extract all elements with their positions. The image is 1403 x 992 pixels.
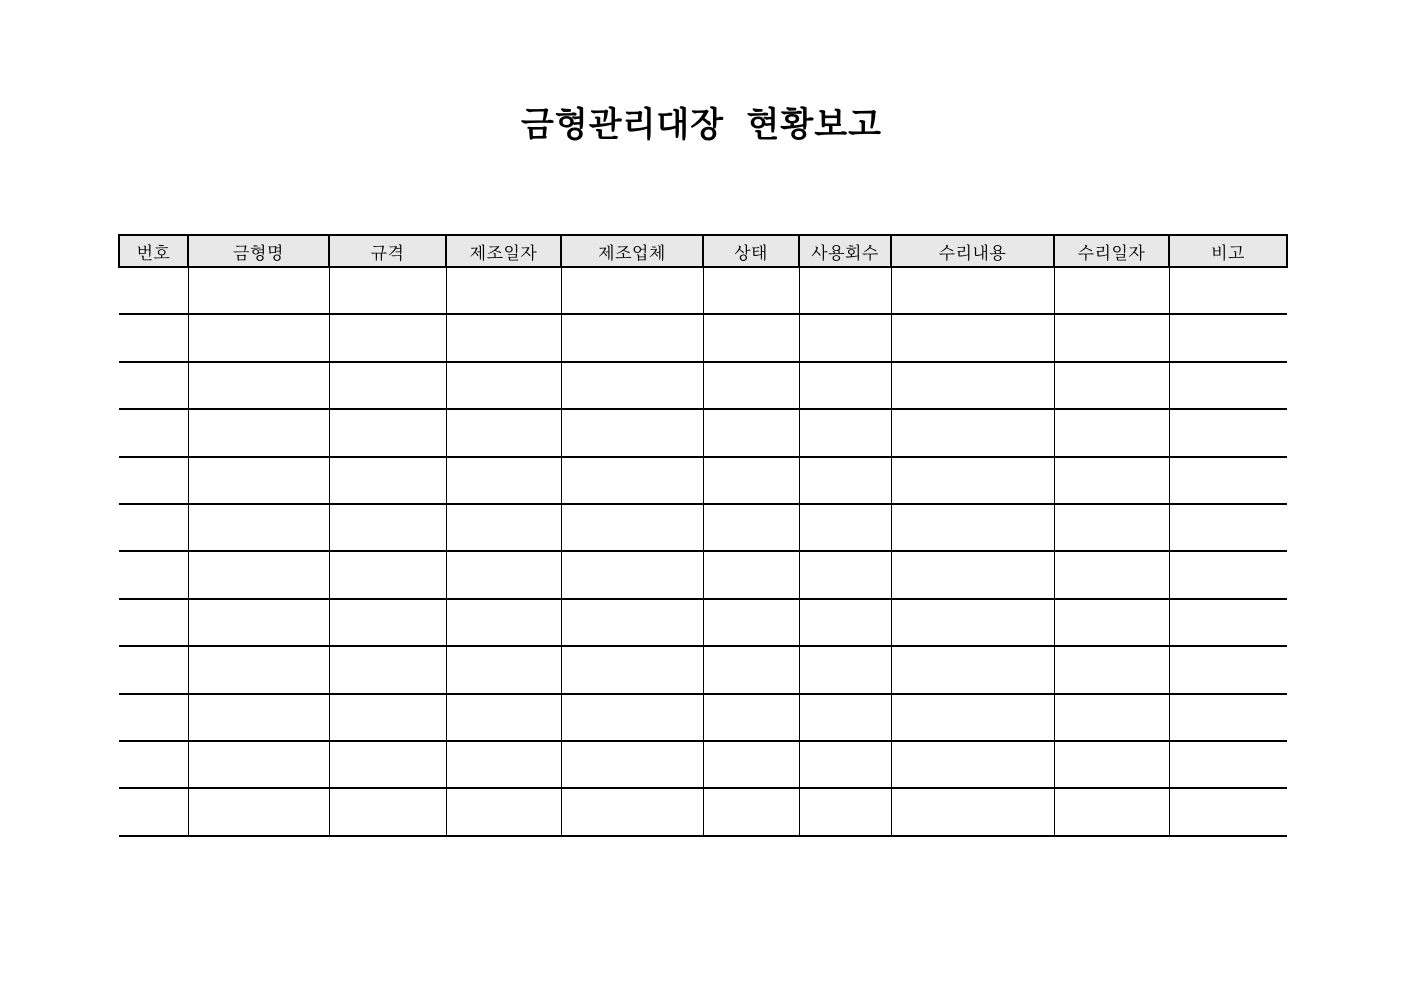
table-cell-empty (188, 788, 329, 835)
col-header-status: 상태 (703, 235, 799, 267)
table-cell-empty (1054, 504, 1169, 551)
table-cell-empty (446, 646, 561, 693)
table-cell-empty (446, 741, 561, 788)
table-cell-empty (703, 504, 799, 551)
table-cell-empty (446, 694, 561, 741)
table-cell-empty (799, 362, 891, 409)
table-cell-empty (1054, 457, 1169, 504)
table-cell-empty (329, 267, 446, 314)
table-row (119, 267, 1287, 314)
table-cell-empty (703, 646, 799, 693)
table-cell-empty (188, 599, 329, 646)
col-header-manufacturer: 제조업체 (561, 235, 703, 267)
table-cell-empty (891, 551, 1054, 598)
col-header-no: 번호 (119, 235, 188, 267)
col-header-mfg-date: 제조일자 (446, 235, 561, 267)
table-cell-empty (188, 457, 329, 504)
table-cell-empty (891, 409, 1054, 456)
table-cell-empty (703, 314, 799, 361)
table-cell-empty (891, 314, 1054, 361)
table-cell-empty (446, 504, 561, 551)
table-cell-empty (119, 267, 188, 314)
table-cell-empty (119, 788, 188, 835)
table-cell-empty (119, 741, 188, 788)
table-cell-empty (799, 457, 891, 504)
table-cell-empty (703, 457, 799, 504)
table-cell-empty (1169, 741, 1287, 788)
table-cell-empty (446, 362, 561, 409)
table-cell-empty (119, 409, 188, 456)
table-cell-empty (561, 788, 703, 835)
table-cell-empty (561, 314, 703, 361)
table-cell-empty (703, 599, 799, 646)
table-cell-empty (561, 362, 703, 409)
table-cell-empty (1169, 694, 1287, 741)
table-row (119, 646, 1287, 693)
table-cell-empty (561, 457, 703, 504)
table-cell-empty (891, 362, 1054, 409)
table-row (119, 457, 1287, 504)
table-cell-empty (1054, 599, 1169, 646)
table-row (119, 551, 1287, 598)
table-cell-empty (1169, 409, 1287, 456)
table-cell-empty (1169, 314, 1287, 361)
table-cell-empty (1054, 788, 1169, 835)
table-cell-empty (703, 551, 799, 598)
table-cell-empty (188, 504, 329, 551)
table-cell-empty (1169, 646, 1287, 693)
table-cell-empty (329, 504, 446, 551)
table-cell-empty (703, 741, 799, 788)
table-cell-empty (446, 599, 561, 646)
table-cell-empty (446, 788, 561, 835)
table-cell-empty (799, 599, 891, 646)
table-cell-empty (891, 457, 1054, 504)
table-header-row (119, 235, 1287, 267)
table-row (119, 788, 1287, 835)
table-cell-empty (561, 694, 703, 741)
table-cell-empty (561, 551, 703, 598)
table-cell-empty (119, 551, 188, 598)
table-cell-empty (188, 409, 329, 456)
col-header-mold-name: 금형명 (188, 235, 329, 267)
table-row (119, 362, 1287, 409)
table-cell-empty (329, 409, 446, 456)
table-cell-empty (799, 314, 891, 361)
table-cell-empty (561, 646, 703, 693)
col-header-spec: 규격 (329, 235, 446, 267)
table-cell-empty (446, 267, 561, 314)
table-cell-empty (329, 694, 446, 741)
table-cell-empty (891, 504, 1054, 551)
table-cell-empty (799, 741, 891, 788)
table-cell-empty (561, 409, 703, 456)
table-cell-empty (329, 457, 446, 504)
table-cell-empty (799, 788, 891, 835)
table-cell-empty (799, 409, 891, 456)
table-cell-empty (561, 741, 703, 788)
table-cell-empty (119, 314, 188, 361)
table-cell-empty (188, 694, 329, 741)
table-cell-empty (1054, 409, 1169, 456)
table-cell-empty (1054, 741, 1169, 788)
table-cell-empty (1054, 267, 1169, 314)
table-cell-empty (188, 362, 329, 409)
table-cell-empty (1054, 314, 1169, 361)
table-cell-empty (329, 551, 446, 598)
page-title: 금형관리대장 현황보고 (521, 106, 882, 144)
table-cell-empty (188, 314, 329, 361)
table-cell-empty (1054, 694, 1169, 741)
table-cell-empty (446, 409, 561, 456)
table-cell-empty (119, 504, 188, 551)
table-cell-empty (561, 599, 703, 646)
table-cell-empty (329, 314, 446, 361)
table-cell-empty (188, 551, 329, 598)
table-cell-empty (446, 551, 561, 598)
table-cell-empty (119, 599, 188, 646)
table-cell-empty (1054, 362, 1169, 409)
table-cell-empty (561, 267, 703, 314)
table-cell-empty (703, 409, 799, 456)
table-cell-empty (446, 314, 561, 361)
table-cell-empty (119, 362, 188, 409)
table-cell-empty (891, 267, 1054, 314)
table-cell-empty (1169, 267, 1287, 314)
table-cell-empty (1169, 599, 1287, 646)
table-row (119, 314, 1287, 361)
table-cell-empty (446, 457, 561, 504)
table-cell-empty (119, 694, 188, 741)
table-cell-empty (1169, 788, 1287, 835)
mold-ledger-table (118, 234, 1288, 837)
table-cell-empty (188, 267, 329, 314)
table-cell-empty (188, 741, 329, 788)
table-cell-empty (799, 504, 891, 551)
table-cell-empty (119, 646, 188, 693)
table-cell-empty (703, 788, 799, 835)
table-row (119, 504, 1287, 551)
table-cell-empty (329, 741, 446, 788)
table-cell-empty (799, 267, 891, 314)
table-cell-empty (1054, 551, 1169, 598)
table-cell-empty (119, 457, 188, 504)
col-header-remarks: 비고 (1169, 235, 1287, 267)
col-header-repair-details: 수리내용 (891, 235, 1054, 267)
table-cell-empty (891, 646, 1054, 693)
table-cell-empty (891, 788, 1054, 835)
table-cell-empty (188, 646, 329, 693)
table-cell-empty (891, 741, 1054, 788)
table-cell-empty (799, 646, 891, 693)
table-cell-empty (703, 362, 799, 409)
col-header-usage-count: 사용회수 (799, 235, 891, 267)
col-header-repair-date: 수리일자 (1054, 235, 1169, 267)
table-body (119, 267, 1287, 836)
table-row (119, 741, 1287, 788)
table-cell-empty (1169, 457, 1287, 504)
table-cell-empty (329, 362, 446, 409)
table-cell-empty (891, 694, 1054, 741)
table-cell-empty (329, 788, 446, 835)
table-cell-empty (1169, 504, 1287, 551)
table-cell-empty (1054, 646, 1169, 693)
table-cell-empty (703, 694, 799, 741)
table-cell-empty (1169, 551, 1287, 598)
table-cell-empty (891, 599, 1054, 646)
table-cell-empty (1169, 362, 1287, 409)
table-row (119, 409, 1287, 456)
table-row (119, 694, 1287, 741)
table-cell-empty (329, 646, 446, 693)
table-row (119, 599, 1287, 646)
table-cell-empty (799, 694, 891, 741)
table-cell-empty (329, 599, 446, 646)
table-cell-empty (799, 551, 891, 598)
table-cell-empty (561, 504, 703, 551)
table-cell-empty (703, 267, 799, 314)
